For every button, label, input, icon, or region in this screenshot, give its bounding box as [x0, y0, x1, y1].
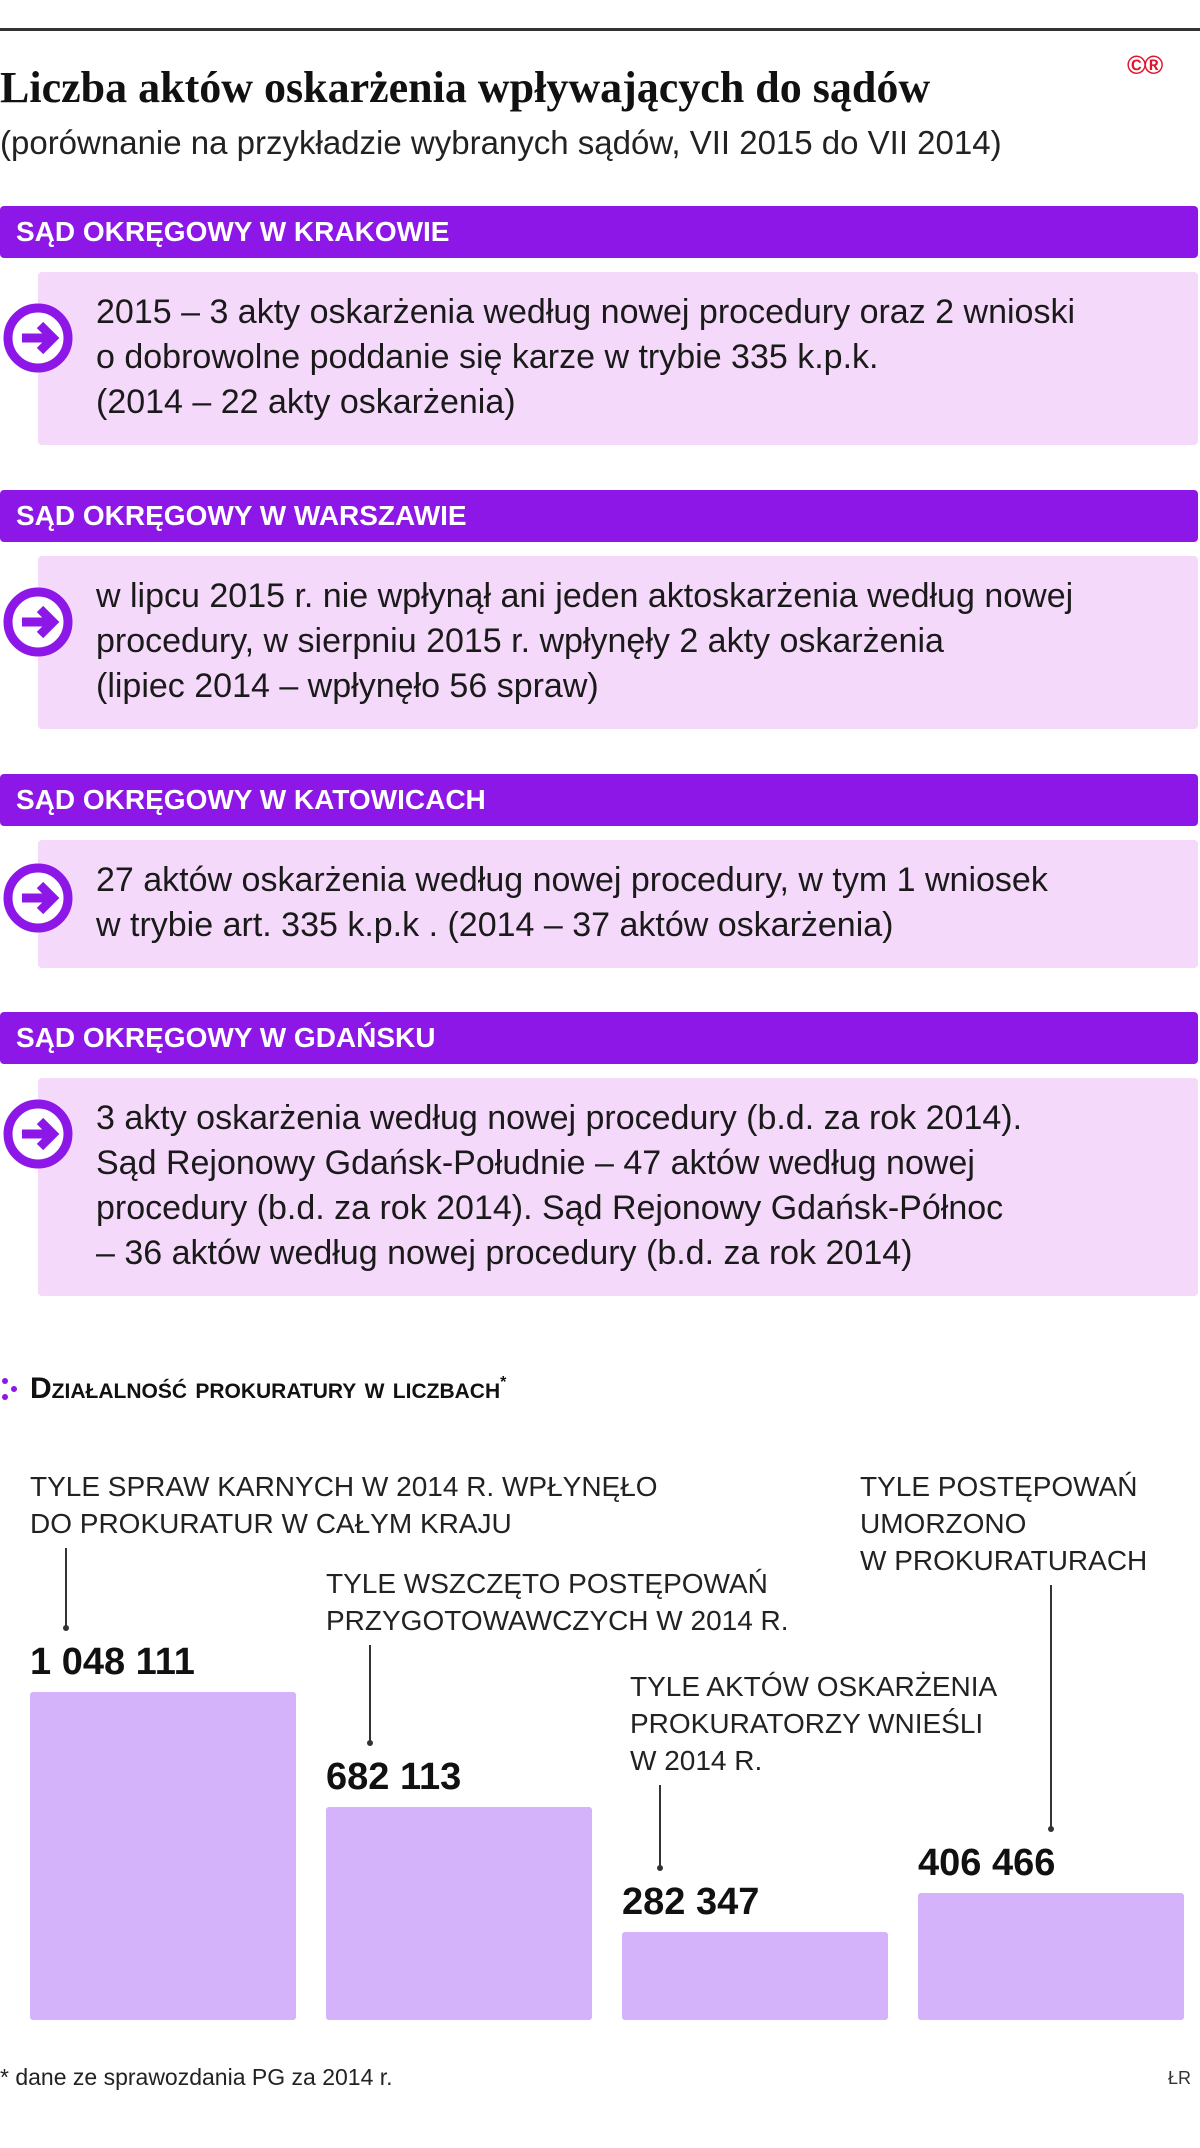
author-credit: ŁR: [1168, 2068, 1192, 2088]
section-header-gdansk: SĄD OKRĘGOWY W GDAŃSKU: [0, 1012, 1198, 1064]
section-text-line: (lipiec 2014 – wpłynęło 56 spraw): [96, 667, 599, 705]
section-text-line: Sąd Rejonowy Gdańsk-Południe – 47 aktów według nowej: [96, 1144, 975, 1182]
chart-heading-text: Działalność prokuratury w liczbach: [30, 1372, 501, 1405]
category-label-line: W 2014 R.: [630, 1745, 763, 1776]
bar-4: [918, 1893, 1184, 2020]
section-text-line: w lipcu 2015 r. nie wpłynął ani jeden aktoskarżenia według nowej: [96, 577, 1074, 615]
footnote: * dane ze sprawozdania PG za 2014 r.: [0, 2064, 393, 2090]
page-subtitle: (porównanie na przykładzie wybranych sądów, VII 2015 do VII 2014): [0, 124, 1002, 161]
category-label-line: TYLE WSZCZĘTO POSTĘPOWAŃ: [326, 1568, 768, 1599]
section-text-line: 3 akty oskarżenia według nowej procedury (b.d. za rok 2014).: [96, 1099, 1023, 1137]
category-label-line: W PROKURATURACH: [860, 1545, 1148, 1576]
leader-dot: [63, 1625, 69, 1631]
category-label-line: TYLE SPRAW KARNYCH W 2014 R. WPŁYNĘŁO: [30, 1471, 658, 1502]
section-header-krakow: SĄD OKRĘGOWY W KRAKOWIE: [0, 206, 1198, 258]
section-header-warszawa: SĄD OKRĘGOWY W WARSZAWIE: [0, 490, 1198, 542]
bar-value-label: 406 466: [918, 1842, 1056, 1884]
category-label-line: PRZYGOTOWAWCZYCH W 2014 R.: [326, 1605, 789, 1636]
leader-dot: [367, 1740, 373, 1746]
section-text-line: 27 aktów oskarżenia według nowej procedury, w tym 1 wniosek: [96, 861, 1048, 899]
bar-1: [30, 1692, 296, 2020]
section-text-line: – 36 aktów według nowej procedury (b.d. za rok 2014): [96, 1234, 913, 1272]
category-label-line: TYLE POSTĘPOWAŃ: [860, 1471, 1138, 1502]
section-text-line: (2014 – 22 akty oskarżenia): [96, 383, 516, 421]
category-label-line: DO PROKURATUR W CAŁYM KRAJU: [30, 1508, 512, 1539]
section-text-line: procedury (b.d. za rok 2014). Sąd Rejonowy Gdańsk-Północ: [96, 1189, 1004, 1227]
chart-heading-mark: *: [500, 1374, 507, 1391]
publisher-logo: ©®: [1127, 50, 1162, 80]
bar-value-label: 682 113: [326, 1756, 462, 1798]
category-label-line: UMORZONO: [860, 1508, 1027, 1539]
section-text-line: w trybie art. 335 k.p.k . (2014 – 37 aktów oskarżenia): [96, 906, 894, 944]
section-text-line: procedury, w sierpniu 2015 r. wpłynęły 2 akty oskarżenia: [96, 622, 944, 660]
category-label-line: PROKURATORZY WNIEŚLI: [630, 1708, 984, 1739]
leader-dot: [1048, 1826, 1054, 1832]
section-header-katowice: SĄD OKRĘGOWY W KATOWICACH: [0, 774, 1198, 826]
bar-value-label: 282 347: [622, 1881, 760, 1923]
section-text-line: 2015 – 3 akty oskarżenia według nowej procedury oraz 2 wnioski: [96, 293, 1075, 331]
bar-value-label: 1 048 111: [30, 1641, 195, 1683]
category-label-line: TYLE AKTÓW OSKARŻENIA: [630, 1671, 998, 1702]
section-text-line: o dobrowolne poddanie się karze w trybie 335 k.p.k.: [96, 338, 879, 376]
bar-2: [326, 1807, 592, 2020]
bar-3: [622, 1932, 888, 2020]
page-title: Liczba aktów oskarżenia wpływających do sądów: [0, 63, 931, 112]
leader-dot: [657, 1865, 663, 1871]
